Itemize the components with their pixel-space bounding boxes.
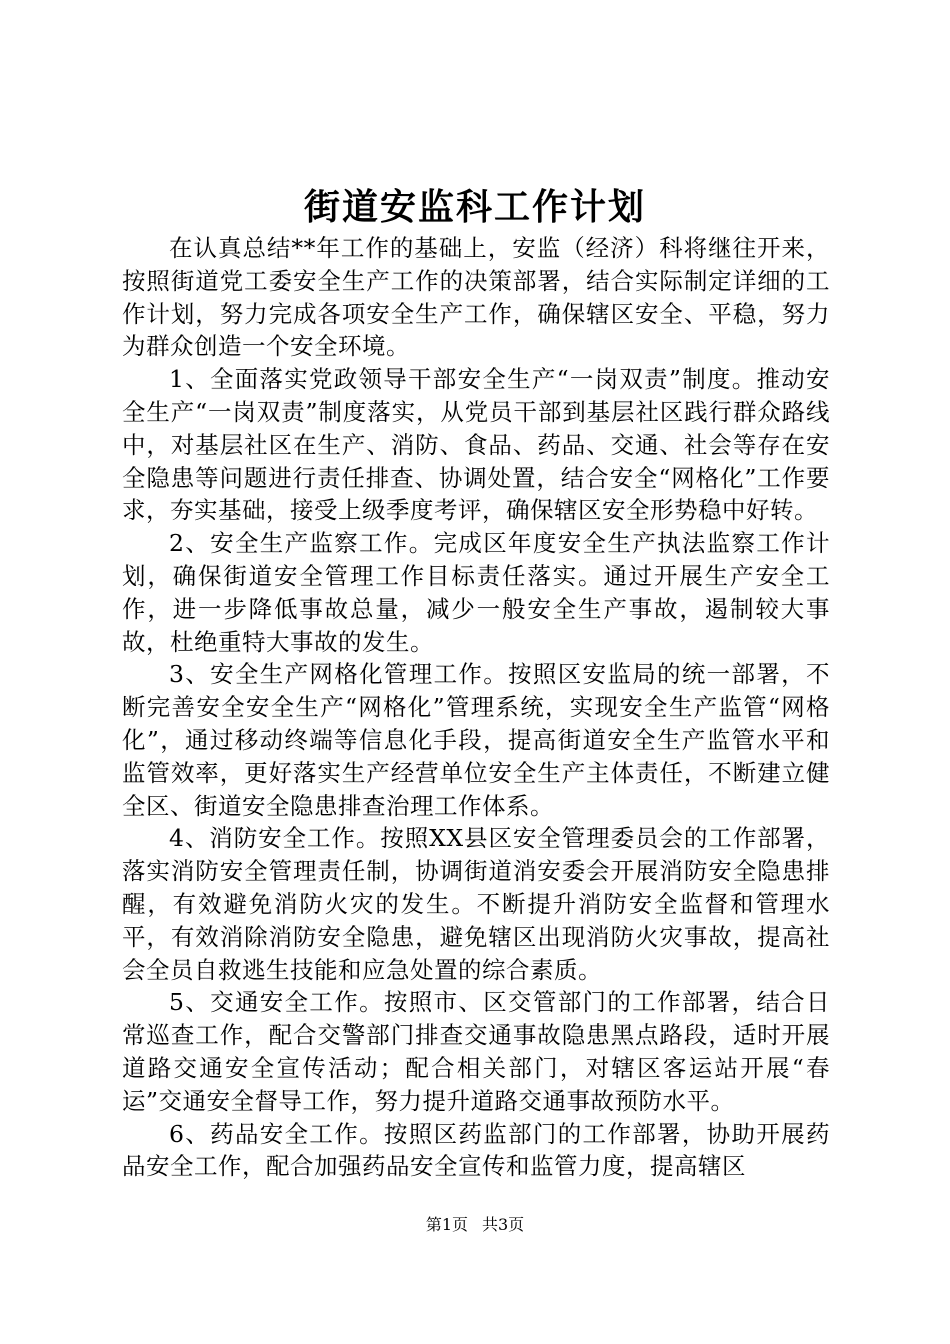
paragraph-item-1: 1、全面落实党政领导干部安全生产“一岗双责”制度。推动安全生产“一岗双责”制度落实，从党员干部到基层社区践行群众路线中，对基层社区在生产、消防、食品、药品、交通、社会等存在安全隐患等问题进行责任排查、协调处置，结合安全“网格化”工作要求，夯实基础，接受上级季度考评，确保辖区安全形势稳中好转。 (122, 365, 830, 525)
document-body (122, 232, 830, 1183)
document-title: 街道安监科工作计划 (303, 186, 646, 228)
page-footer (0, 1213, 950, 1237)
paragraph-item-2: 2、安全生产监察工作。完成区年度安全生产执法监察工作计划，确保街道安全管理工作目标责任落实。通过开展生产安全工作，进一步降低事故总量，减少一般安全生产事故，遏制较大事故，杜绝重特大事故的发生。 (122, 529, 830, 656)
intro-paragraph: 在认真总结**年工作的基础上，安监（经济）科将继往开来，按照街道党工委安全生产工作的决策部署，结合实际制定详细的工作计划，努力完成各项安全生产工作，确保辖区安全、平稳，努力为群众创造一个安全环境。 (122, 234, 830, 361)
page-total: 共3页 (482, 1215, 525, 1234)
paragraph-item-6: 6、药品安全工作。按照区药监部门的工作部署，协助开展药品安全工作，配合加强药品安全宣传和监管力度，提高辖区 (122, 1119, 830, 1181)
paragraph-item-3: 3、安全生产网格化管理工作。按照区安监局的统一部署，不断完善安全安全生产“网格化”管理系统，实现安全生产监管“网格化”，通过移动终端等信息化手段，提高街道安全生产监管水平和监管效率，更好落实生产经营单位安全生产主体责任，不断建立健全区、街道安全隐患排查治理工作体系。 (122, 660, 830, 820)
paragraph-item-5: 5、交通安全工作。按照市、区交管部门的工作部署，结合日常巡查工作，配合交警部门排查交通事故隐患黑点路段，适时开展道路交通安全宣传活动；配合相关部门，对辖区客运站开展“春运”交通安全督导工作，努力提升道路交通事故预防水平。 (122, 988, 830, 1115)
page-number: 第1页 (425, 1215, 468, 1234)
paragraph-item-4: 4、消防安全工作。按照XX县区安全管理委员会的工作部署，落实消防安全管理责任制，协调街道消安委会开展消防安全隐患排醒，有效避免消防火灾的发生。不断提升消防安全监督和管理水平，有效消除消防安全隐患，避免辖区出现消防火灾事故，提高社会全员自救逃生技能和应急处置的综合素质。 (122, 824, 830, 984)
